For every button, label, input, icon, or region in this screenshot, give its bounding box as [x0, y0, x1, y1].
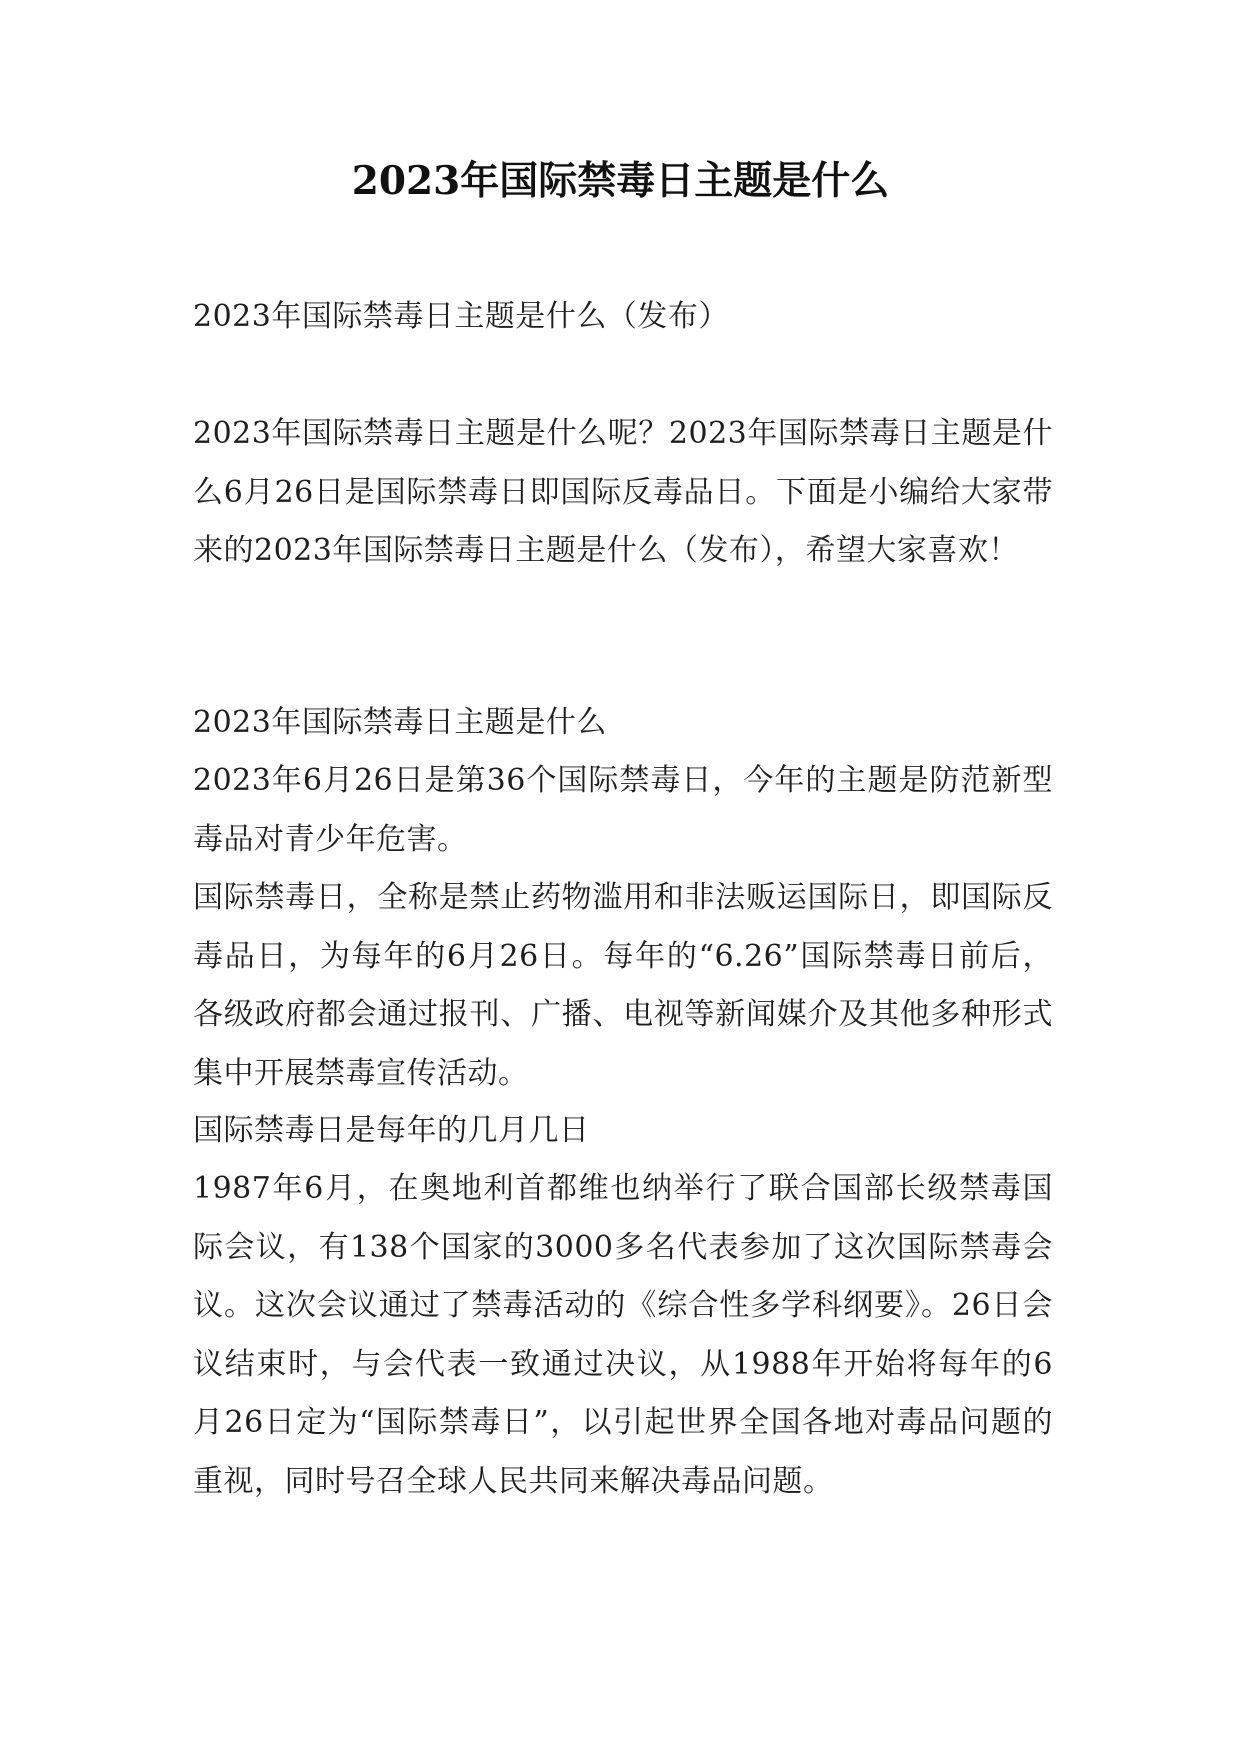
- definition-paragraph: 国际禁毒日，全称是禁止药物滥用和非法贩运国际日，即国际反毒品日，为每年的6月26日。每年的“6.26”国际禁毒日前后，各级政府都会通过报刊、广播、电视等新闻媒介及其他多种形式集中开展禁毒宣传活动。: [193, 880, 1053, 1091]
- document-subtitle: 2023年国际禁毒日主题是什么（发布）: [193, 299, 729, 334]
- document-title: 2023年国际禁毒日主题是什么: [351, 158, 890, 204]
- history-paragraph: 1987年6月，在奥地利首都维也纳举行了联合国部长级禁毒国际会议，有138个国家的3000多名代表参加了这次国际禁毒会议。这次会议通过了禁毒活动的《综合性多学科纲要》。26日会议结束时，与会代表一致通过决议，从1988年开始将每年的6月26日定为“国际禁毒日”，以引起世界全国各地对毒品问题的重视，同时号召全球人民共同来解决毒品问题。: [193, 1171, 1053, 1499]
- section-heading-date: 国际禁毒日是每年的几月几日: [193, 1113, 590, 1148]
- theme-paragraph: 2023年6月26日是第36个国际禁毒日，今年的主题是防范新型毒品对青少年危害。: [193, 763, 1053, 857]
- section-heading-theme: 2023年国际禁毒日主题是什么: [193, 705, 607, 740]
- intro-paragraph: 2023年国际禁毒日主题是什么呢？2023年国际禁毒日主题是什么6月26日是国际禁毒日即国际反毒品日。下面是小编给大家带来的2023年国际禁毒日主题是什么（发布），希望大家喜欢！: [193, 416, 1053, 568]
